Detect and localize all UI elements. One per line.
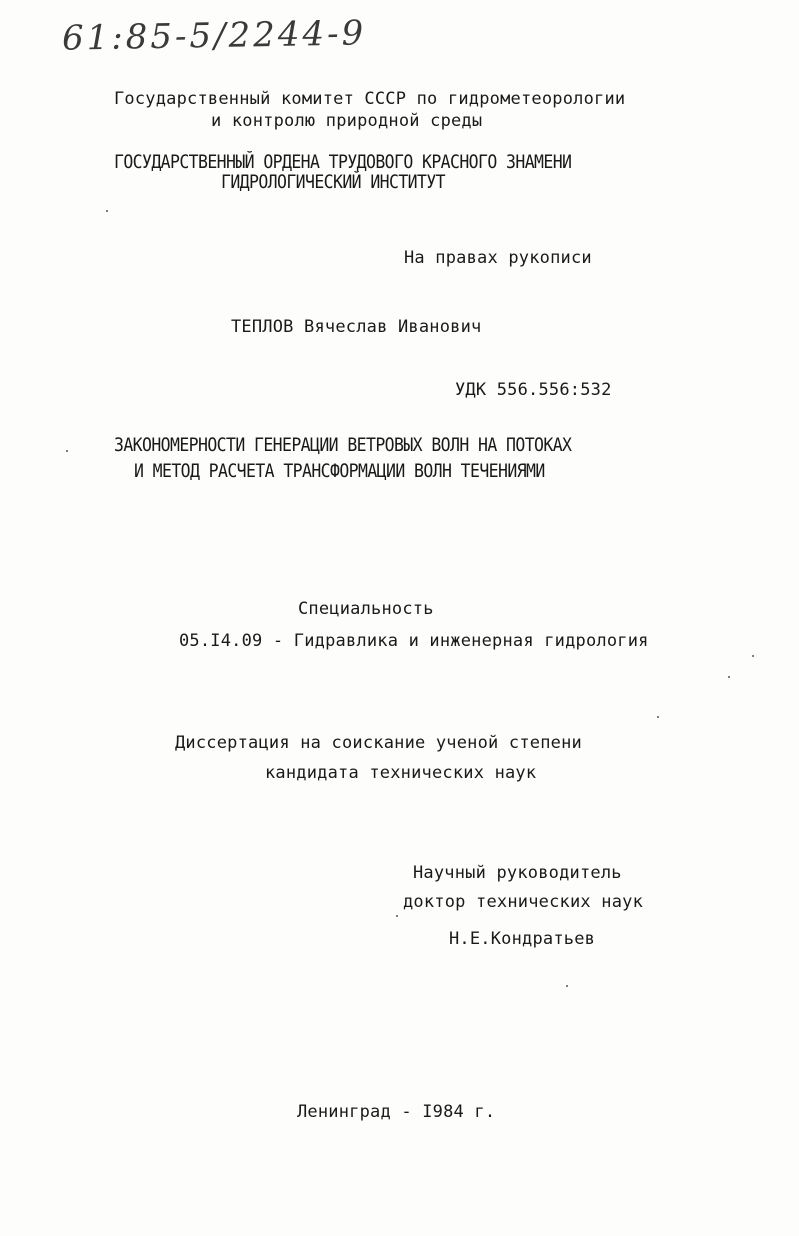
scan-speck (66, 450, 68, 452)
committee-line-2: и контролю природной среды (211, 111, 483, 131)
scan-speck (396, 915, 398, 917)
supervisor-role: Научный руководитель (413, 863, 622, 883)
scan-speck (657, 716, 659, 718)
scan-speck (752, 655, 754, 657)
specialty-code: 05.I4.09 - Гидравлика и инженерная гидрология (179, 631, 649, 651)
thesis-title-line-1: ЗАКОНОМЕРНОСТИ ГЕНЕРАЦИИ ВЕТРОВЫХ ВОЛН НА ПОТОКАХ (114, 434, 572, 456)
supervisor-degree: доктор технических наук (403, 892, 644, 912)
dissertation-line-1: Диссертация на соискание ученой степени (175, 733, 582, 753)
manuscript-rights: На правах рукописи (404, 248, 592, 268)
institute-line-2: ГИДРОЛОГИЧЕСКИЙ ИНСТИТУТ (221, 171, 446, 193)
specialty-label: Специальность (298, 599, 434, 619)
scan-speck (566, 985, 568, 987)
scan-speck (728, 676, 730, 678)
dissertation-line-2: кандидата технических наук (265, 763, 537, 783)
author-name: ТЕПЛОВ Вячеслав Иванович (231, 317, 482, 337)
supervisor-name: Н.Е.Кондратьев (449, 929, 596, 949)
udc-code: УДК 556.556:532 (455, 380, 612, 400)
scan-speck (106, 210, 108, 212)
committee-line-1: Государственный комитет СССР по гидрометеорологии (114, 89, 626, 109)
archive-handwritten-mark: 61:85-5/2244-9 (61, 13, 367, 59)
place-and-year: Ленинград - I984 г. (297, 1102, 496, 1122)
thesis-title-line-2: И МЕТОД РАСЧЕТА ТРАНСФОРМАЦИИ ВОЛН ТЕЧЕНИЯМИ (134, 460, 545, 482)
institute-line-1: ГОСУДАРСТВЕННЫЙ ОРДЕНА ТРУДОВОГО КРАСНОГО ЗНАМЕНИ (114, 151, 572, 173)
